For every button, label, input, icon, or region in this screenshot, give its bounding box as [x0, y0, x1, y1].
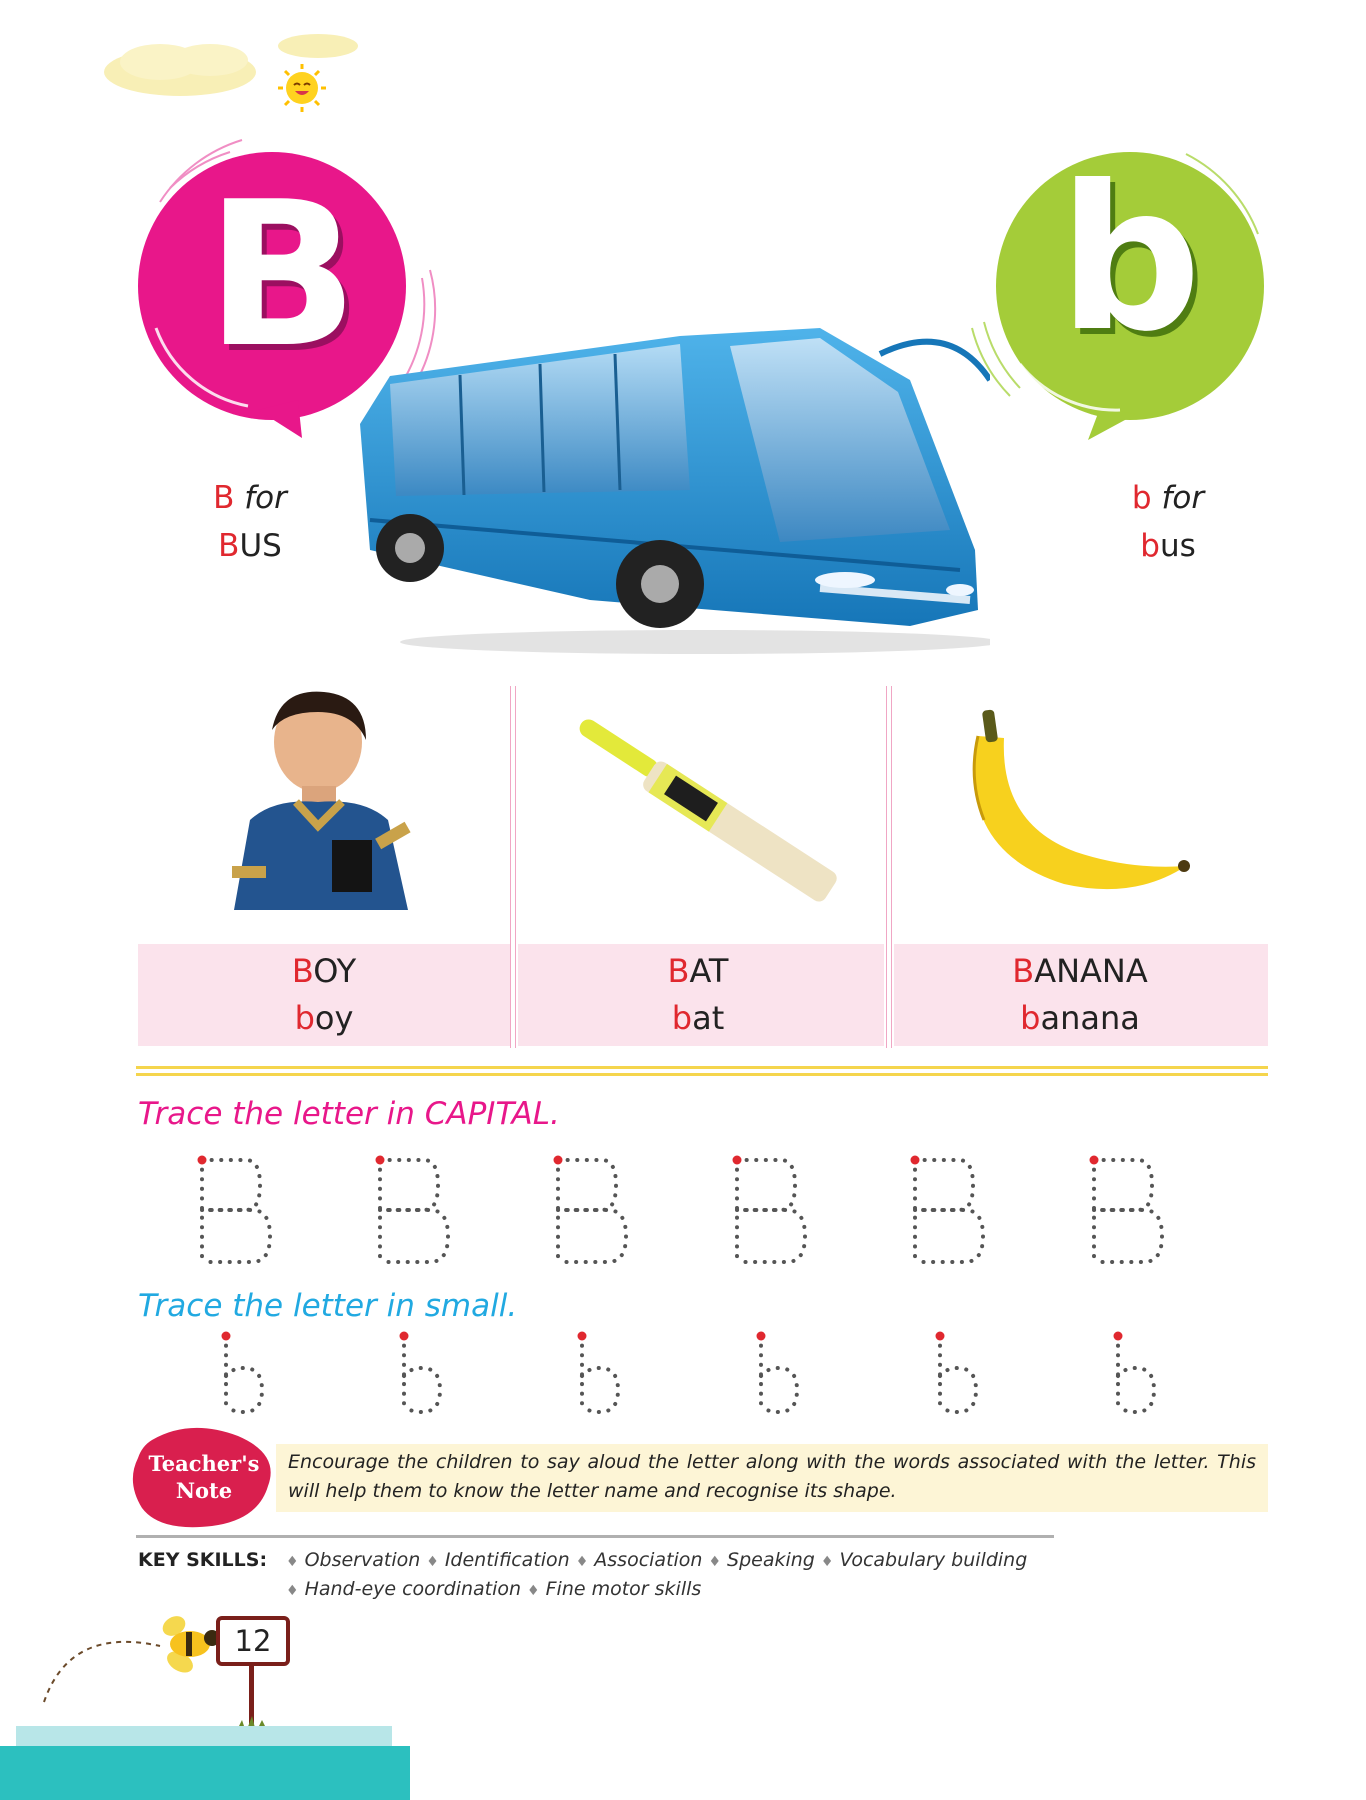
capital-b-tracing-letter[interactable]	[372, 1152, 462, 1270]
caption-for: for	[1151, 480, 1205, 516]
boy-image	[214, 690, 444, 940]
capital-b-tracing-letter[interactable]	[729, 1152, 819, 1270]
word-upper-lead: B	[291, 952, 314, 990]
capital-b-tracing-letter[interactable]	[907, 1152, 997, 1270]
section-divider	[136, 1066, 1268, 1069]
key-skill-item: Vocabulary building	[839, 1549, 1028, 1571]
trace-capital-heading: Trace the letter in CAPITAL.	[138, 1096, 560, 1132]
trace-small-heading: Trace the letter in small.	[138, 1288, 518, 1324]
key-skills-label: KEY SKILLS:	[138, 1549, 268, 1571]
bullet-diamond-icon: ♦	[426, 1554, 439, 1570]
teachers-note-label	[134, 1450, 274, 1504]
key-skill-item: Speaking	[727, 1549, 815, 1571]
word-lower-lead: b	[671, 999, 693, 1037]
key-skill-item: Hand-eye coordination	[304, 1578, 522, 1600]
key-skills-line-2	[280, 1575, 701, 1606]
small-b-tracing-letter[interactable]	[1110, 1328, 1170, 1424]
page-number: 12	[234, 1624, 272, 1658]
word-lower-rest: at	[692, 999, 725, 1037]
caption-lead-letter: b	[1131, 480, 1152, 516]
word-upper-rest: OY	[313, 952, 357, 990]
footer-band	[0, 1746, 410, 1800]
section-divider	[136, 1073, 1268, 1076]
banana-image	[944, 700, 1204, 920]
bullet-diamond-icon: ♦	[286, 1554, 299, 1570]
bullet-diamond-icon: ♦	[575, 1554, 589, 1570]
capital-b-tracing-letter[interactable]	[550, 1152, 640, 1270]
cloud-sun-decoration	[100, 30, 360, 120]
caption-lead-letter: B	[213, 480, 235, 516]
caption-word-lead: b	[1140, 528, 1160, 564]
word-lower-rest: oy	[314, 999, 354, 1037]
bullet-diamond-icon: ♦	[708, 1554, 722, 1570]
column-divider	[886, 686, 892, 1048]
small-caption	[1098, 474, 1238, 570]
small-b-tracing-letter[interactable]	[574, 1328, 634, 1424]
bullet-diamond-icon: ♦	[286, 1583, 299, 1599]
key-skill-item: Observation	[304, 1549, 421, 1571]
small-b-tracing-letter[interactable]	[753, 1328, 813, 1424]
small-b-tracing-letter[interactable]	[396, 1328, 456, 1424]
key-skill-item: Association	[594, 1549, 703, 1571]
capital-b-tracing-letter[interactable]	[1086, 1152, 1176, 1270]
word-lower-rest: anana	[1040, 999, 1140, 1037]
key-skills-line-1	[280, 1546, 1027, 1577]
caption-word-rest: US	[239, 528, 282, 564]
bus-image	[350, 320, 990, 660]
ground-band	[16, 1726, 392, 1748]
word-cell-banana	[900, 948, 1260, 1042]
key-skill-item: Identification	[444, 1549, 570, 1571]
key-skill-item: Fine motor skills	[545, 1578, 702, 1600]
word-upper-rest: AT	[689, 952, 729, 990]
word-upper-lead: B	[1012, 952, 1035, 990]
bat-image	[540, 700, 870, 920]
badge-line-1: Teacher's	[148, 1451, 260, 1476]
capital-letter: B	[205, 159, 359, 392]
word-upper-lead: B	[667, 952, 690, 990]
word-cell-bat	[518, 948, 878, 1042]
badge-line-2: Note	[175, 1478, 233, 1503]
sun-icon	[278, 64, 326, 112]
word-lower-lead: b	[1020, 999, 1041, 1037]
word-upper-rest: ANANA	[1034, 952, 1148, 990]
column-divider	[510, 686, 516, 1048]
word-cell-boy	[144, 948, 504, 1042]
small-b-tracing-letter[interactable]	[932, 1328, 992, 1424]
caption-word-rest: us	[1159, 528, 1196, 564]
word-lower-lead: b	[294, 999, 315, 1037]
caption-for: for	[234, 480, 287, 516]
key-skills-divider	[136, 1535, 1054, 1538]
teachers-note-text: Encourage the children to say aloud the letter along with the words associated with the letter. This will help them to know the letter name and recognise its shape.	[288, 1451, 1256, 1502]
caption-word-lead: B	[218, 528, 240, 564]
bullet-diamond-icon: ♦	[527, 1583, 540, 1599]
capital-caption	[180, 474, 320, 570]
bullet-diamond-icon: ♦	[820, 1554, 834, 1570]
capital-b-tracing-letter[interactable]	[194, 1152, 284, 1270]
small-letter: b	[1058, 143, 1202, 376]
small-b-tracing-letter[interactable]	[218, 1328, 278, 1424]
